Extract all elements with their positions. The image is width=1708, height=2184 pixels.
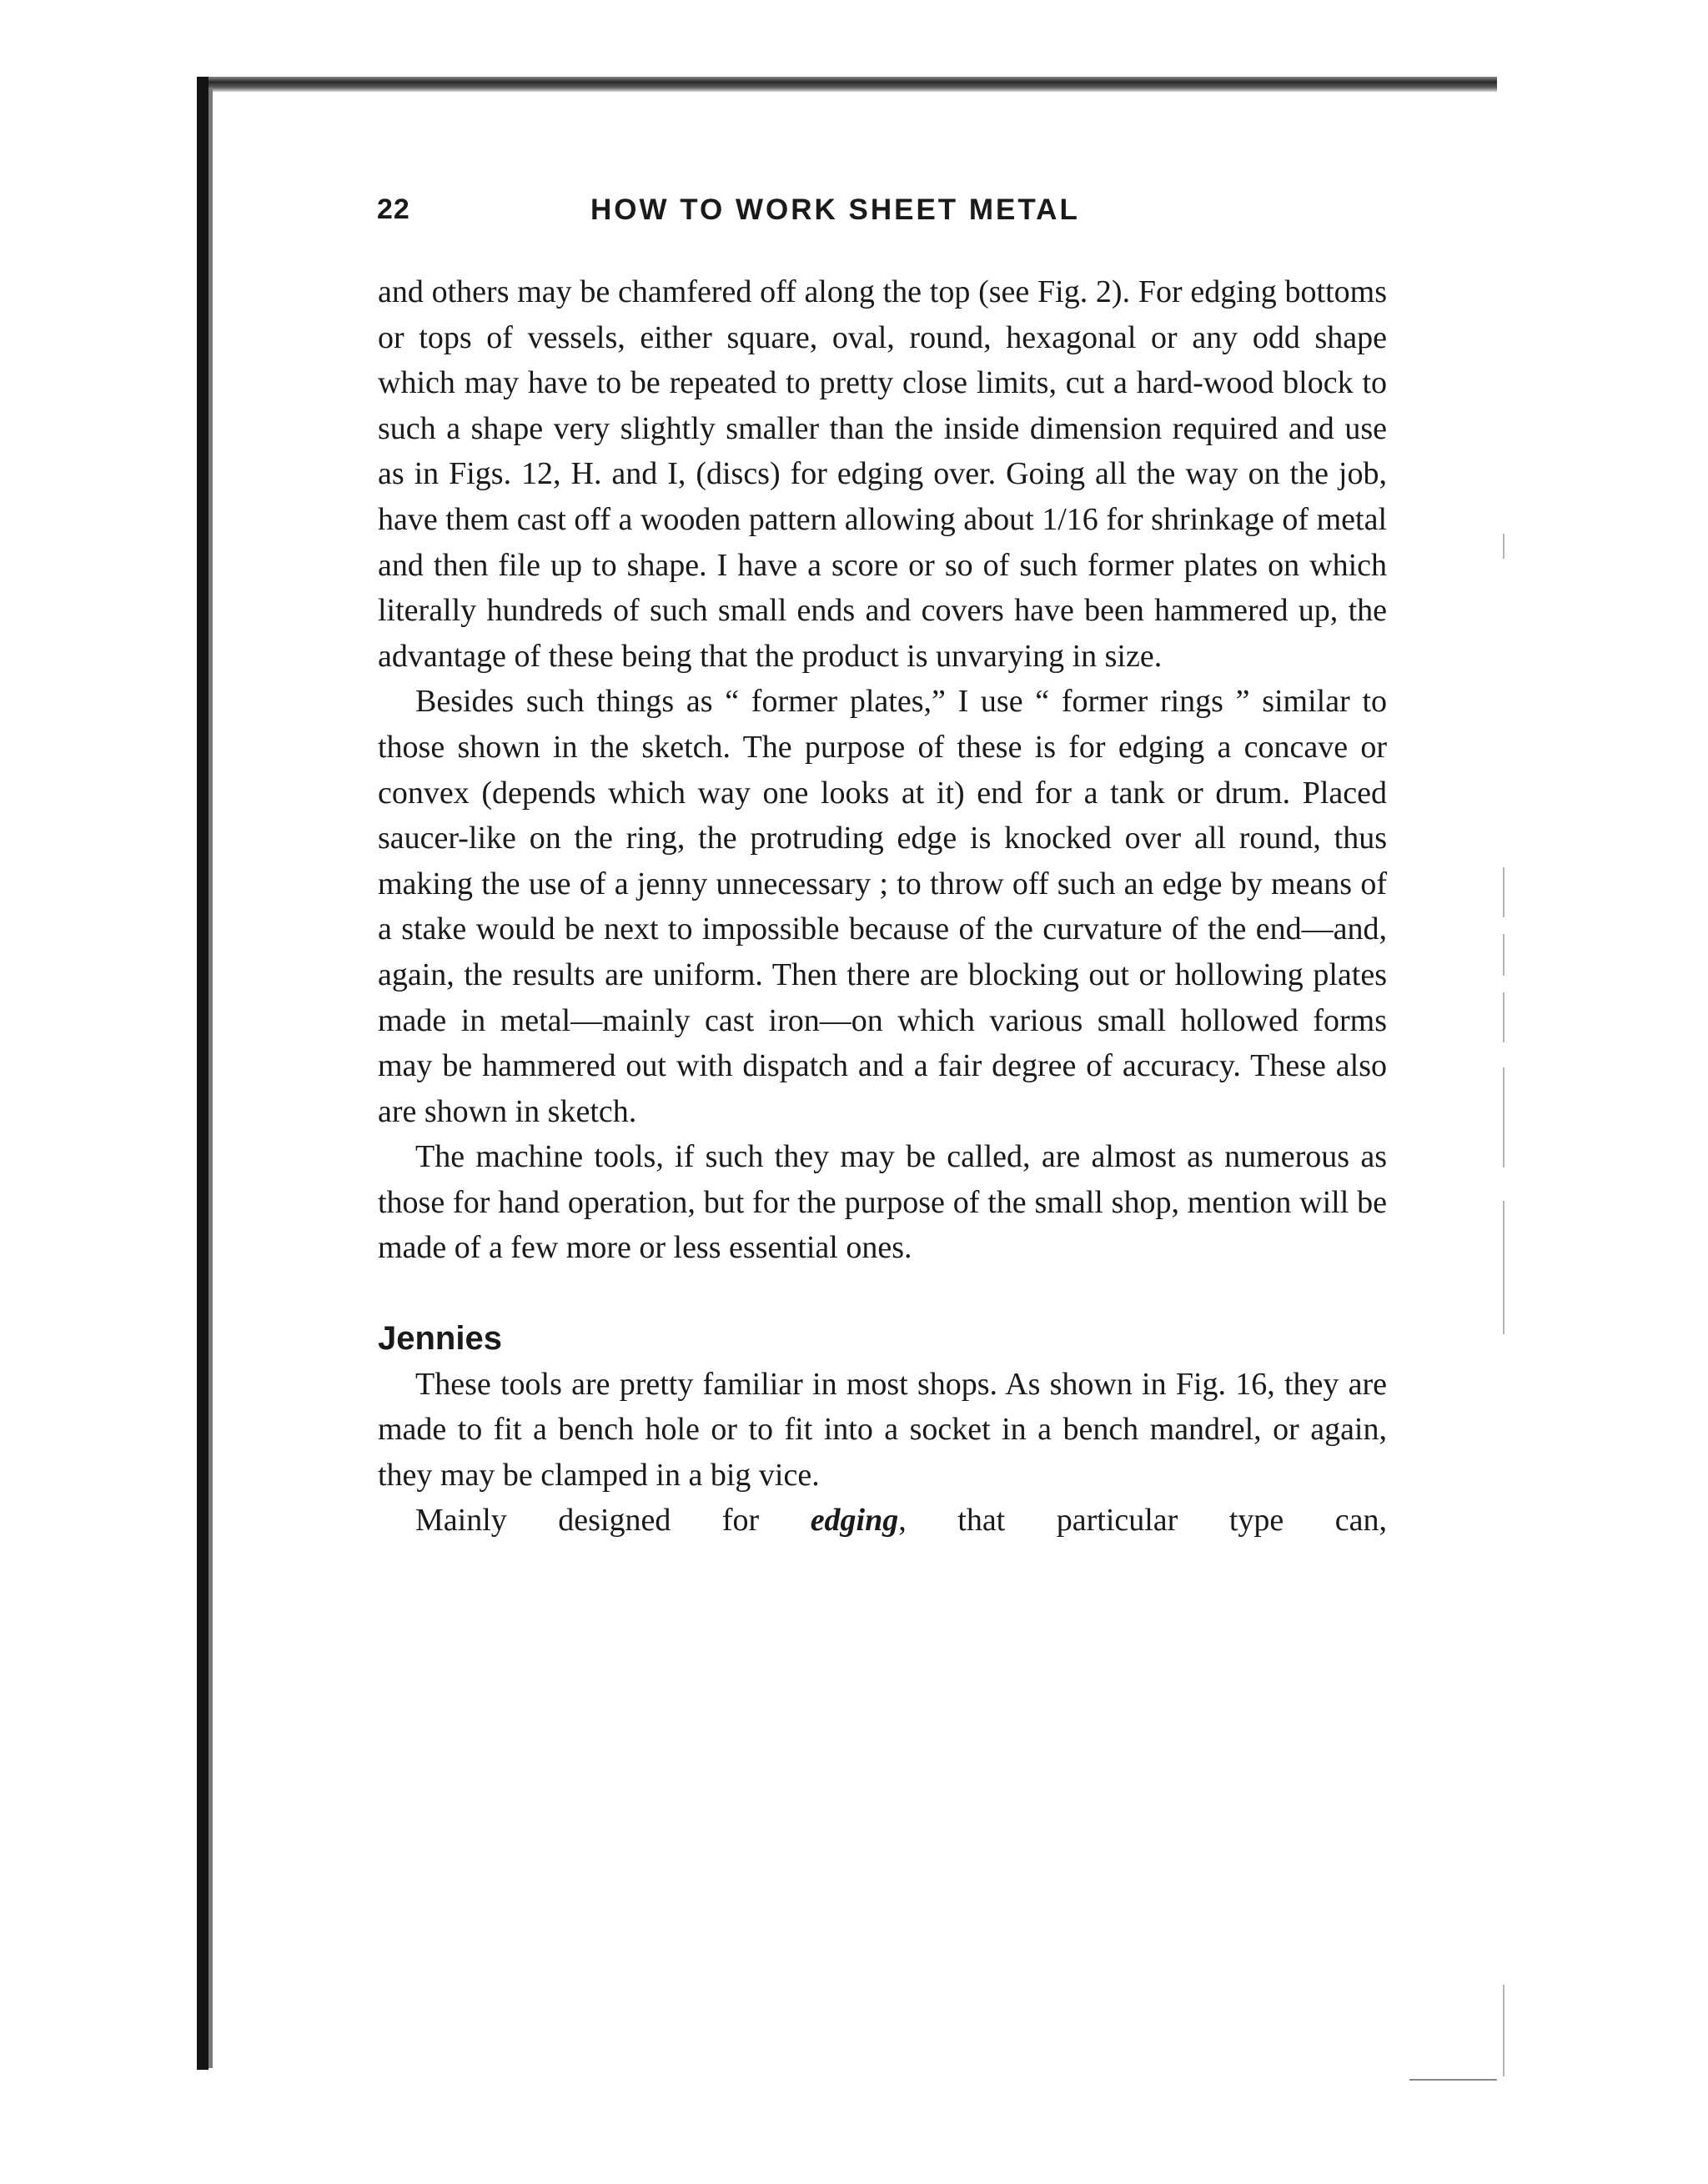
paragraph-continues	[378, 1498, 1387, 1544]
scan-mark	[1503, 1201, 1505, 1334]
paragraph: These tools are pretty familiar in most shops. As shown in Fig. 16, they are made to fit a bench hole or to fit into a socket in a bench mandrel, or again, they may be clamped in a big vice.	[378, 1366, 1387, 1493]
text-run: , that particular type can,	[898, 1503, 1388, 1539]
emphasis-text: edging	[810, 1503, 899, 1539]
book-title: HOW TO WORK SHEET METAL	[590, 193, 1080, 226]
section-heading: Jennies	[378, 1320, 502, 1358]
scan-mark	[1503, 867, 1505, 917]
paragraph: and others may be chamfered off along the top (see Fig. 2). For edging bottoms or tops of vessels, either square, oval, round, hexagonal or any odd shape which may have to be repeated to pretty close limits, cut a hard-wood block to such a shape very slightly smaller than the inside dimension required and use as in Figs. 12, H. and I, (discs) for edging over. Going all the way on the job, have them cast off a wooden pattern allowing about 1/16 for shrinkage of metal and then file up to shape. I have a score or so of such former plates on which literally hundreds of such small ends and covers have been hammered up, the advantage of these being that the product is unvarying in size.	[378, 274, 1387, 674]
text-run: Mainly designed for	[415, 1503, 811, 1539]
page-number: 22	[377, 193, 410, 225]
scan-edge-left	[197, 77, 208, 2070]
scan-mark	[1503, 1067, 1505, 1167]
paragraph: Besides such things as “ former plates,” I use “ former rings ” similar to those shown in the sketch. The purpose of these is for edging a concave or convex (depends which way one looks at it) end for a tank or drum. Placed saucer-like on the ring, the protruding edge is knocked over all round, thus making the use of a jenny unnecessary ; to throw off such an edge by means of a stake would be next to impossible because of the curvature of the end—and, again, the results are uniform. Then there are blocking out or hollowing plates made in metal—mainly cast iron—on which various small hollowed forms may be hammered out with dispatch and a fair degree of accuracy. These also are shown in sketch.	[378, 684, 1387, 1129]
running-head	[377, 193, 1419, 233]
scan-mark	[1503, 534, 1505, 559]
scan-mark	[1503, 1985, 1505, 2076]
scan-edge-top	[200, 77, 1497, 92]
scan-edge-bottom	[1409, 2079, 1497, 2081]
body-text	[378, 269, 1387, 1544]
scan-mark	[1503, 992, 1505, 1042]
paragraph	[378, 1498, 1387, 1544]
paragraph: The machine tools, if such they may be called, are almost as numerous as those for hand operation, but for the purpose of the small shop, mention will be made of a few more or less essential ones.	[378, 1139, 1387, 1266]
scan-mark	[1503, 934, 1505, 976]
scan-edge-shadow	[208, 88, 213, 2068]
